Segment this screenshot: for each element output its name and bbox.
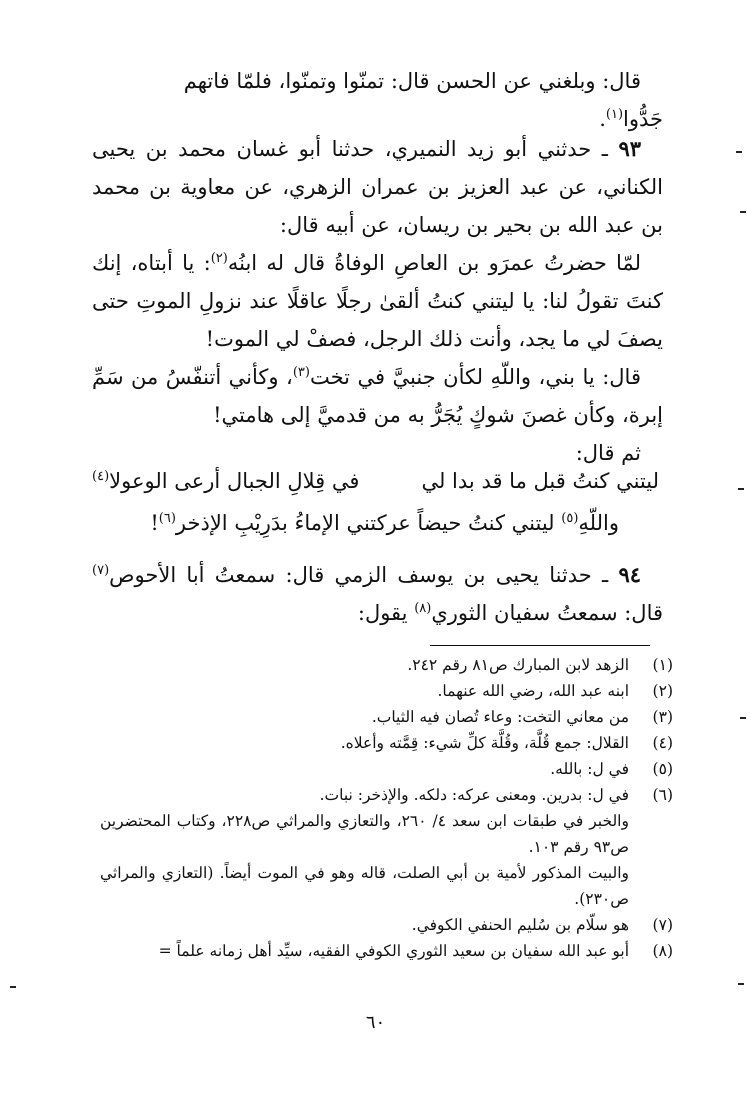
footnote-8: (٨) أبو عبد الله سفيان بن سعيد الثوري الكوفي الفقيه، سيِّد أهل زمانه علماً = xyxy=(158,942,673,960)
footnote-7: (٧) هو سلّام بن سُليم الحنفي الكوفي. xyxy=(411,916,673,934)
scan-mark xyxy=(738,488,744,490)
intro-line-1: قال: وبلغني عن الحسن قال: تمنّوا وتمنّوا، فلمّا فاتهم xyxy=(183,69,641,93)
footnote-mark-7[interactable]: (٧) xyxy=(92,563,110,578)
hadith-93-paragraph-1: لمّا حضرتُ عمرَو بن العاصِ الوفاةُ قال له ابنُه$^{(٢)}$: يا أبتاه، إنك كنتَ تقولُ لنا: يا ليتني كنتُ ألقىٰ رجلًا عاقلًا عند نزولِ الموتِ حتى يصفَ لي ما يجد، وأنت ذلك الرجل، فصفْ لي الموت! xyxy=(92,251,663,351)
footnote-1: (١) الزهد لابن المبارك ص٨١ رقم ٢٤٢. xyxy=(407,656,673,674)
footnote-3: (٣) من معاني التخت: وعاء تُصان فيه الثياب. xyxy=(371,708,673,726)
footnote-mark-5[interactable]: (٥) xyxy=(561,511,579,526)
scan-mark xyxy=(736,151,742,153)
hadith-number: ٩٤ xyxy=(618,562,641,587)
footnote-divider xyxy=(430,645,650,646)
hadith-93-isnad: ٩٣ ـ حدثني أبو زيد النميري، حدثنا أبو غسان محمد بن يحيى الكناني، عن عبد العزيز بن عمران الزهري، عن معاوية بن محمد بن عبد الله بن بحير بن ريسان، عن أبيه قال: xyxy=(92,136,663,237)
intro-paragraph xyxy=(92,62,663,138)
footnote-mark-8[interactable]: (٨) xyxy=(414,601,432,616)
hadith-number: ٩٣ xyxy=(618,136,641,161)
verse-hemistich-2: في قِلالِ الجبال أرعى الوعولا$^{(٤)}$ xyxy=(92,469,360,493)
footnote-5: (٥) في ل: بالله. xyxy=(550,760,673,778)
hadith-94: ٩٤ ـ حدثنا يحيى بن يوسف الزمي قال: سمعتُ أبا الأحوص$^{(٧)}$ قال: سمعتُ سفيان الثوري$^{(٨)}$ يقول: xyxy=(92,562,663,625)
hadith-93-paragraph-3: ثم قال: xyxy=(575,441,641,465)
scan-mark xyxy=(740,211,746,213)
verse-line-1 xyxy=(92,462,659,500)
footnote-mark-6[interactable]: (٦) xyxy=(158,511,176,526)
footnote-4: (٤) القلال: جمع قُلَّة، وقُلَّة كلِّ شيء: قِمَّته وأعلاه. xyxy=(340,734,673,752)
hadith-93 xyxy=(92,130,663,472)
scan-mark xyxy=(10,986,16,988)
verse-hemistich-1: ليتني كنتُ قبل ما قد بدا لي xyxy=(421,469,659,493)
scan-mark xyxy=(738,983,744,985)
footnote-mark-2[interactable]: (٢) xyxy=(210,251,228,266)
footnotes xyxy=(100,652,673,964)
page-number: ٦٠ xyxy=(365,1012,386,1033)
footnote-mark-1[interactable]: (١) xyxy=(605,107,624,122)
footnote-6: (٦) في ل: بدرين. ومعنى عركه: دلكه. والإذخر: نبات. والخبر في طبقات ابن سعد ٤/ ٢٦٠، والتعازي والمراثي ص٢٢٨، وكتاب المحتضرين ص٩٣ رقم ١٠٣. والبيت المذكور لأمية بن أبي الصلت، قاله وهو في الموت أيضاً. (التعازي والمراثي ص٢٣٠). xyxy=(100,786,673,908)
scan-mark xyxy=(740,717,746,719)
intro-line-2: جَدُّوا$^{(١)}$. xyxy=(599,107,663,131)
footnote-2: (٢) ابنه عبد الله، رضي الله عنهما. xyxy=(437,682,673,700)
footnote-mark-3[interactable]: (٣) xyxy=(292,365,310,380)
verse-line-2: واللّهِ$^{(٥)}$ ليتني كنتُ حيضاً عركتني الإماءُ بدَرِيْبِ الإذخر$^{(٦)}$! xyxy=(150,511,619,535)
footnote-mark-4[interactable]: (٤) xyxy=(92,469,110,484)
hadith-93-paragraph-2: قال: يا بني، واللّهِ لكأن جنبيَّ في تخت$^{(٣)}$، وكأني أتنفّسُ من سَمِّ إبرة، وكأن غصنَ شوكٍ يُجَرُّ به من قدميَّ إلى هامتي! xyxy=(92,365,663,427)
